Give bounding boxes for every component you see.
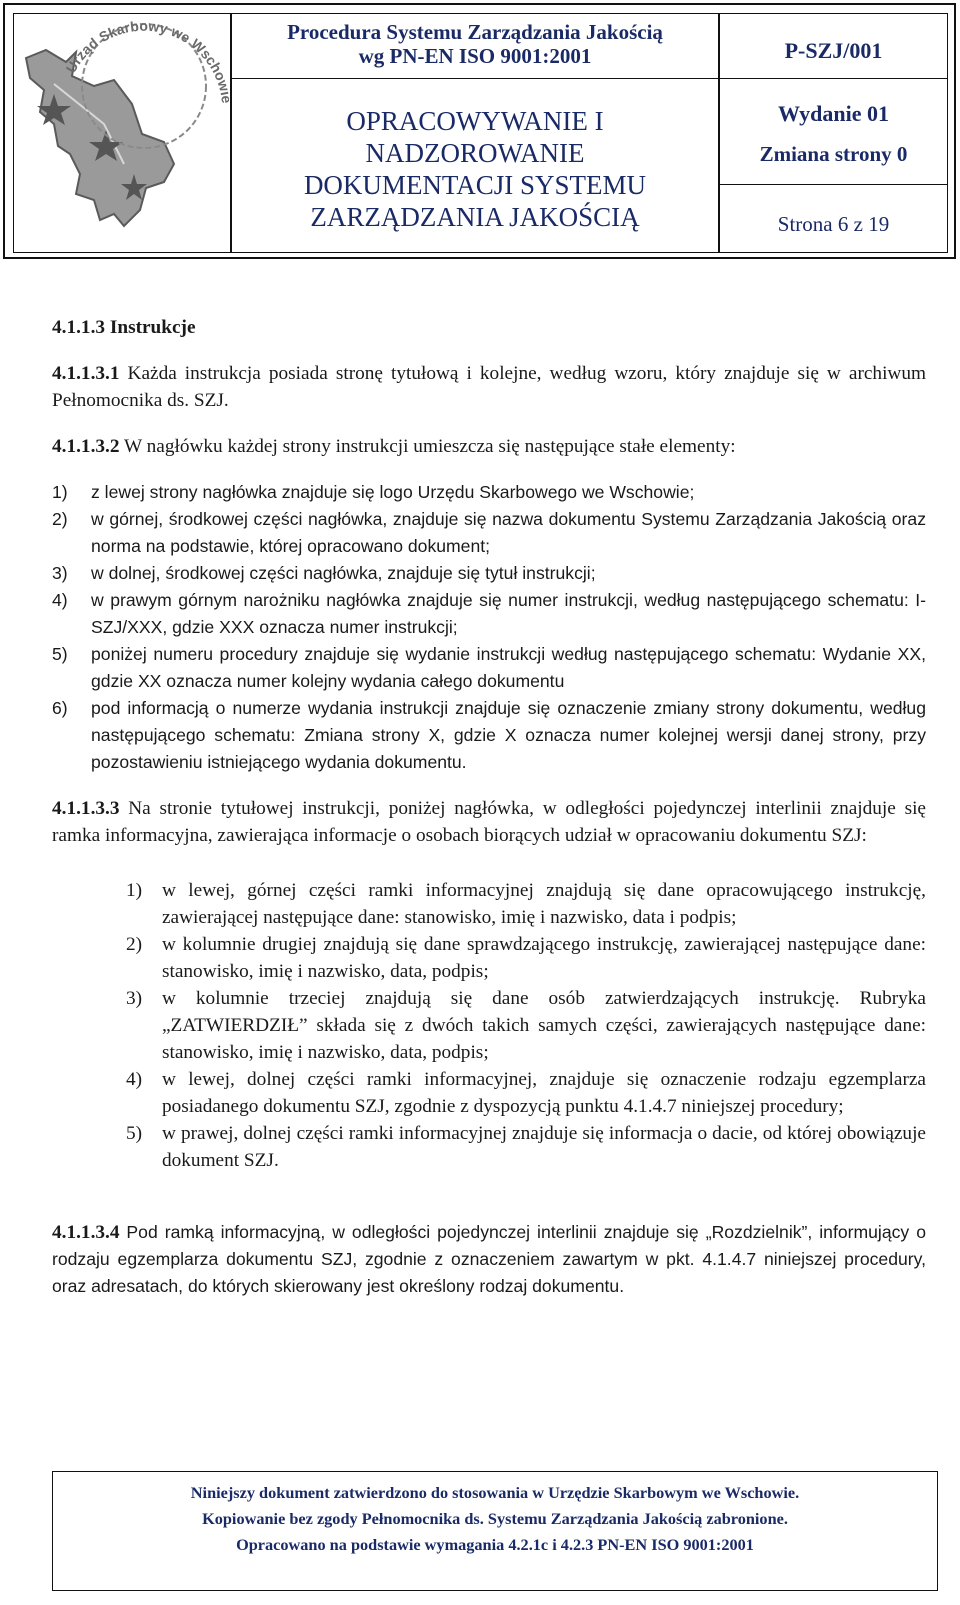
footer-line: Niniejszy dokument zatwierdzono do stosowania w Urzędzie Skarbowym we Wschowie. — [190, 1483, 800, 1502]
list-item: 6) pod informacją o numerze wydania instrukcji znajduje się oznaczenie zmiany strony dokumentu, według następującego schematu: Zmiana strony X, gdzie X oznacza numer kolejnej wersji danej strony, przy pozostawieniu istniejącego wydania dokumentu. — [52, 698, 926, 772]
document-footer — [52, 1471, 938, 1591]
title-cell — [231, 13, 719, 253]
list-item: 2) w górnej, środkowej części nagłówka, znajduje się nazwa dokumentu Systemu Zarządzania Jakością oraz norma na podstawie, której opracowano dokument; — [52, 509, 926, 556]
document-code: P-SZJ/001 — [784, 38, 883, 63]
office-logo-icon — [14, 14, 229, 250]
paragraph-4-1-1-3-4 — [52, 1219, 926, 1300]
header-elements-list — [52, 479, 926, 776]
document-header — [3, 3, 956, 259]
paragraph-text: Pod ramką informacyjną, w odległości pojedynczej interlinii znajduje się „Rozdzielnik”, informujący o rodzaju egzemplarza dokumentu SZJ, zgodnie z oznaczeniem zawartym w pkt. 4.1.4.7 niniejszej procedury, oraz adresatach, do których skierowany jest określony rodzaj dokumentu. — [52, 1222, 926, 1296]
procedure-line-2: wg PN-EN ISO 9001:2001 — [358, 44, 592, 68]
list-item: 3) w dolnej, środkowej części nagłówka, znajduje się tytuł instrukcji; — [52, 563, 596, 583]
procedure-line-1: Procedura Systemu Zarządzania Jakością — [287, 20, 663, 44]
paragraph-number: 4.1.1.3.1 — [52, 363, 120, 384]
paragraph-4-1-1-3-3 — [52, 795, 926, 849]
doc-title-line: ZARZĄDZANIA JAKOŚCIĄ — [310, 202, 640, 232]
info-frame-list — [52, 877, 926, 1174]
paragraph-4-1-1-3-2 — [52, 433, 926, 460]
title-divider — [232, 78, 718, 79]
paragraph-text: W nagłówku każdej strony instrukcji umieszcza się następujące stałe elementy: — [123, 436, 736, 457]
page-change-label: Zmiana strony 0 — [759, 142, 908, 166]
logo-text: Urząd Skarbowy we Wscho — [62, 17, 229, 83]
doc-title-line: DOKUMENTACJI SYSTEMU — [303, 170, 647, 200]
meta-divider — [720, 184, 947, 185]
paragraph-4-1-1-3-1 — [52, 360, 926, 414]
paragraph-number: 4.1.1.3.4 — [52, 1222, 120, 1243]
list-item: 2) w kolumnie drugiej znajdują się dane sprawdzającego instrukcję, zawierającej następujące dane: stanowisko, imię i nazwisko, data, podpis; — [126, 934, 926, 982]
meta-divider — [720, 78, 947, 79]
page-number: Strona 6 z 19 — [777, 212, 890, 236]
logo-cell — [13, 13, 231, 253]
list-item: 3) w kolumnie trzeciej znajdują się dane osób zatwierdzających instrukcję. Rubryka „ZATWIERDZIŁ” składa się z dwóch takich samych części, zawierających następujące dane: stanowisko, imię i nazwisko, data, podpis; — [126, 988, 926, 1063]
doc-title-line: OPRACOWYWANIE I — [346, 106, 604, 136]
list-item: 4) w lewej, dolnej części ramki informacyjnej, znajduje się oznaczenie rodzaju egzemplarza posiadanego dokumentu SZJ, zgodnie z dyspozycją punktu 4.1.4.7 niniejszej procedury; — [126, 1069, 926, 1117]
paragraph-text: Każda instrukcja posiada stronę tytułową i kolejne, według wzoru, który znajduje się w archiwum Pełnomocnika ds. SZJ. — [52, 363, 926, 411]
edition-label: Wydanie 01 — [777, 101, 890, 126]
meta-cell — [719, 13, 948, 253]
document-body — [52, 314, 926, 1300]
list-item: 1) w lewej, górnej części ramki informacyjnej znajdują się dane opracowującego instrukcję, zawierającej następujące dane: stanowisko, imię i nazwisko, data i podpis; — [126, 880, 926, 928]
list-item: 5) poniżej numeru procedury znajduje się wydanie instrukcji według następującego schematu: Wydanie XX, gdzie XX oznacza numer kolejny wydania całego dokumentu — [52, 644, 926, 691]
list-item: 4) w prawym górnym narożniku nagłówka znajduje się numer instrukcji, według następującego schematu: I-SZJ/XXX, gdzie XXX oznacza numer instrukcji; — [52, 590, 926, 637]
list-item: 1) z lewej strony nagłówka znajduje się logo Urzędu Skarbowego we Wschowie; — [52, 482, 695, 502]
procedure-name — [232, 20, 718, 68]
paragraph-text: Na stronie tytułowej instrukcji, poniżej nagłówka, w odległości pojedynczej interlinii znajduje się ramka informacyjna, zawierająca informacje o osobach biorących udział w opracowaniu dokumentu SZJ: — [52, 798, 926, 846]
doc-title-line: NADZOROWANIE — [365, 138, 585, 168]
paragraph-number: 4.1.1.3.3 — [52, 798, 120, 819]
footer-line: Kopiowanie bez zgody Pełnomocnika ds. Systemu Zarządzania Jakością zabronione. — [202, 1509, 788, 1528]
footer-line: Opracowano na podstawie wymagania 4.2.1c i 4.2.3 PN-EN ISO 9001:2001 — [236, 1535, 754, 1554]
section-heading: 4.1.1.3 Instrukcje — [52, 317, 196, 338]
paragraph-number: 4.1.1.3.2 — [52, 436, 120, 457]
document-title — [232, 105, 718, 233]
list-item: 5) w prawej, dolnej części ramki informacyjnej znajduje się informacja o dacie, od której obowiązuje dokument SZJ. — [126, 1123, 926, 1171]
